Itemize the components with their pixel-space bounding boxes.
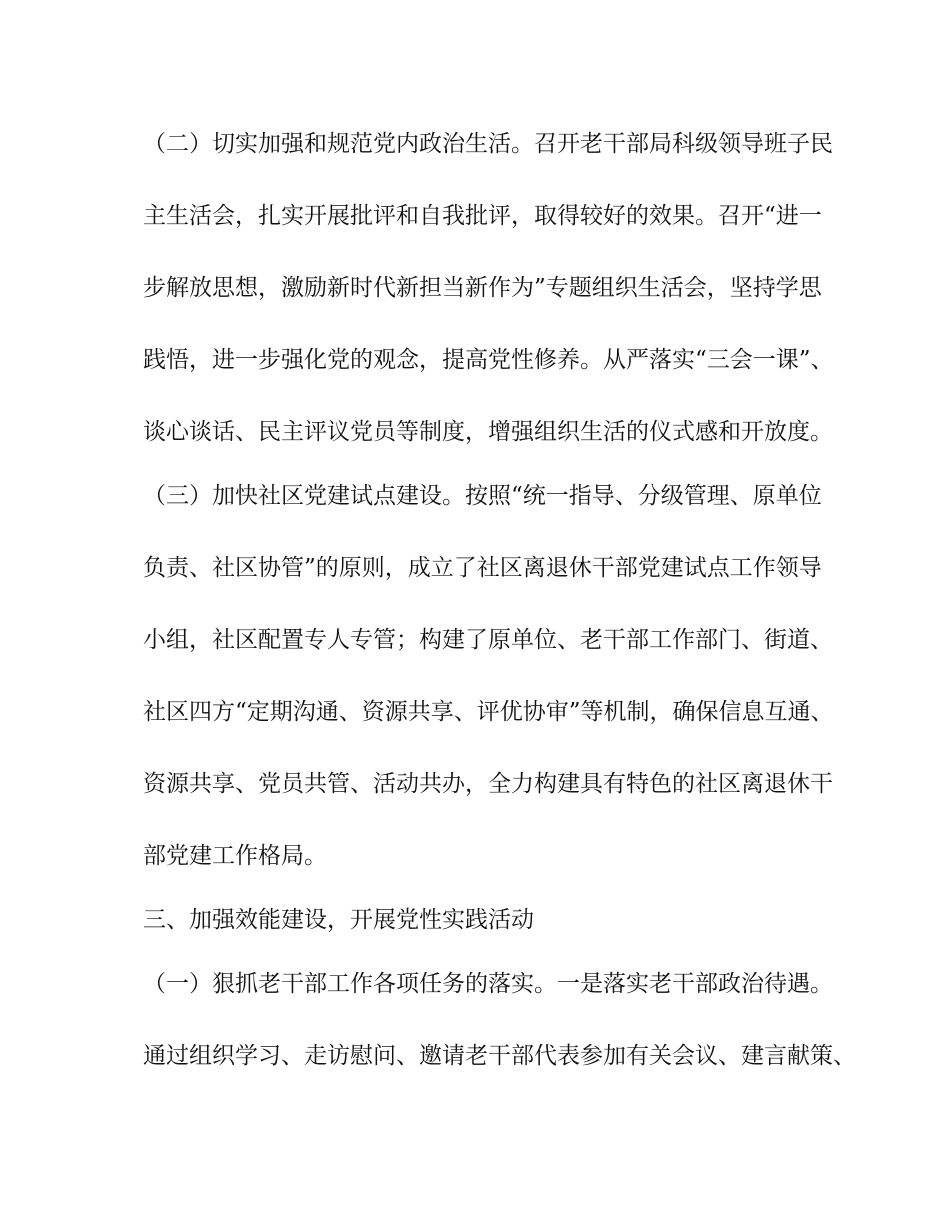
paragraph-line: 小组，社区配置专人专管；构建了原单位、老干部工作部门、街道、 [143, 627, 833, 653]
paragraph-line: 资源共享、党员共管、活动共办，全力构建具有特色的社区离退休干 [143, 771, 833, 797]
paragraph-line: 谈心谈话、民主评议党员等制度，增强组织生活的仪式感和开放度。 [143, 419, 833, 445]
paragraph-line: 主生活会，扎实开展批评和自我批评，取得较好的效果。召开“进一 [143, 203, 822, 229]
paragraph-line: 部党建工作格局。 [143, 843, 327, 869]
paragraph-line: 步解放思想，激励新时代新担当新作为”专题组织生活会，坚持学思 [143, 275, 822, 301]
section-heading: 三、加强效能建设，开展党性实践活动 [143, 907, 534, 933]
paragraph-line: （一）狠抓老干部工作各项任务的落实。一是落实老干部政治待遇。 [143, 971, 833, 997]
paragraph-line: （三）加快社区党建试点建设。按照“统一指导、分级管理、原单位 [143, 483, 822, 509]
paragraph-line: 负责、社区协管”的原则，成立了社区离退休干部党建试点工作领导 [143, 555, 822, 581]
paragraph-line: 通过组织学习、走访慰问、邀请老干部代表参加有关会议、建言献策、 [143, 1043, 856, 1069]
paragraph-line: 践悟，进一步强化党的观念，提高党性修养。从严落实“三会一课”、 [143, 347, 834, 373]
paragraph-line: （二）切实加强和规范党内政治生活。召开老干部局科级领导班子民 [143, 131, 833, 157]
paragraph-line: 社区四方“定期沟通、资源共享、评优协审”等机制，确保信息互通、 [143, 699, 834, 725]
